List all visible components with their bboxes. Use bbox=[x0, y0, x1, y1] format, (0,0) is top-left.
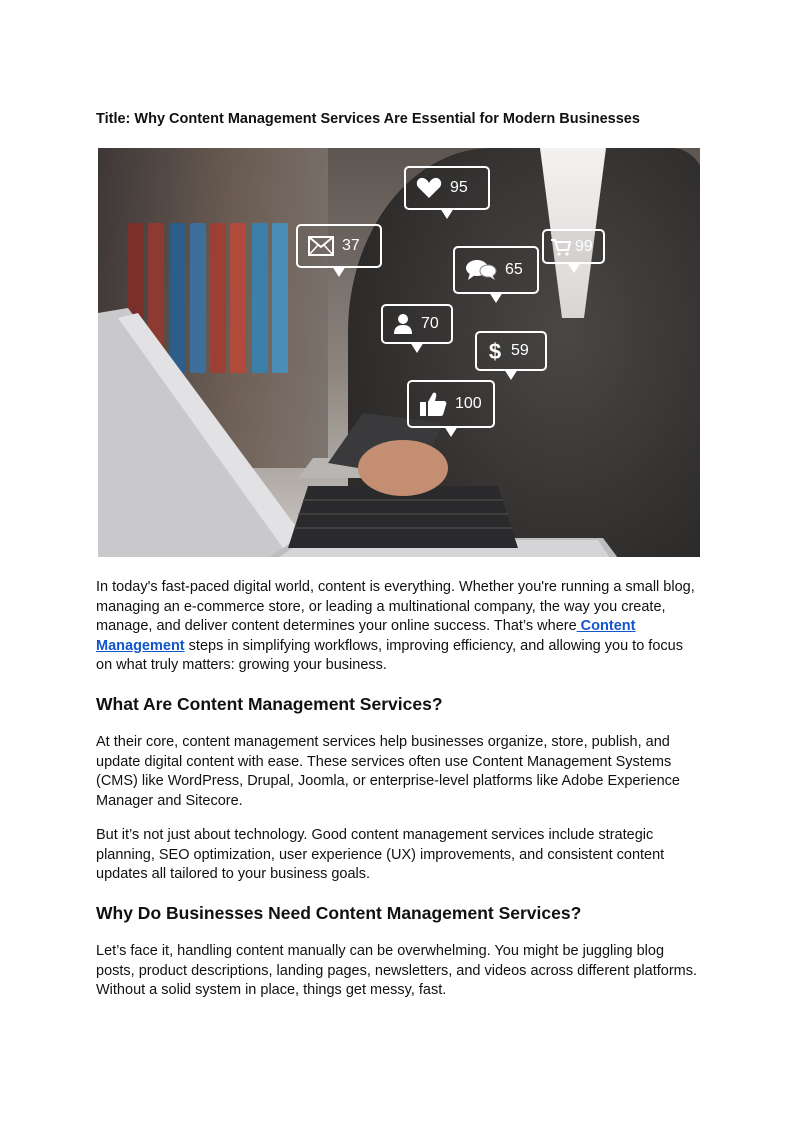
chat-icon bbox=[465, 259, 497, 281]
followers-badge bbox=[381, 304, 453, 344]
intro-paragraph bbox=[96, 578, 700, 676]
likes-count: 95 bbox=[450, 179, 468, 196]
section1-paragraph-1: At their core, content management services help businesses organize, store, publish, and update digital content with ease. These services often use Content Management Systems (CMS) like WordPress, Drupal, Joomla, or enterprise-level platforms like Adobe Experience Manager and Sitecore. bbox=[96, 734, 680, 809]
section1-paragraph-2: But it’s not just about technology. Good content management services include strategic planning, SEO optimization, user experience (UX) improvements, and consistent content updates all tailored to your business goals. bbox=[96, 827, 665, 882]
laptop-illustration bbox=[98, 308, 698, 557]
document-title: Title: Why Content Management Services Are Essential for Modern Businesses bbox=[96, 111, 640, 127]
dollar-icon bbox=[487, 339, 503, 363]
thumbs-up-badge bbox=[407, 380, 495, 428]
section2-paragraph-1: Let’s face it, handling content manually can be overwhelming. You might be juggling blog posts, product descriptions, landing pages, newsletters, and videos across different platforms. Without a solid system in place, things get messy, fast. bbox=[96, 943, 697, 998]
thumbs-up-icon bbox=[419, 391, 447, 417]
sales-badge bbox=[475, 331, 547, 371]
comments-badge bbox=[453, 246, 539, 294]
thumbs-up-count: 100 bbox=[455, 395, 482, 412]
cart-icon bbox=[551, 238, 571, 256]
section2-heading: Why Do Businesses Need Content Management Services? bbox=[96, 903, 582, 923]
cart-count: 99 bbox=[575, 237, 593, 255]
mail-icon bbox=[308, 236, 334, 256]
intro-text-before: In today's fast-paced digital world, content is everything. Whether you're running a small blog, managing an e-commerce store, or leading a multinational company, the way you create, manage, and deliver content determines your online success. That’s where bbox=[96, 579, 695, 634]
sales-count: 59 bbox=[511, 342, 529, 359]
content-management-link[interactable]: Content Management bbox=[96, 618, 636, 654]
cart-badge bbox=[542, 229, 605, 264]
followers-count: 70 bbox=[421, 315, 439, 332]
svg-text:$: $ bbox=[488, 339, 502, 363]
comments-count: 65 bbox=[505, 261, 523, 278]
likes-badge bbox=[404, 166, 490, 210]
hero-image bbox=[98, 148, 700, 557]
messages-badge bbox=[296, 224, 382, 268]
messages-count: 37 bbox=[342, 237, 360, 254]
section1-heading: What Are Content Management Services? bbox=[96, 694, 443, 714]
intro-text-after: steps in simplifying workflows, improving efficiency, and allowing you to focus on what truly matters: growing your business. bbox=[96, 637, 683, 673]
person-icon bbox=[393, 313, 413, 335]
heart-icon bbox=[416, 177, 442, 199]
